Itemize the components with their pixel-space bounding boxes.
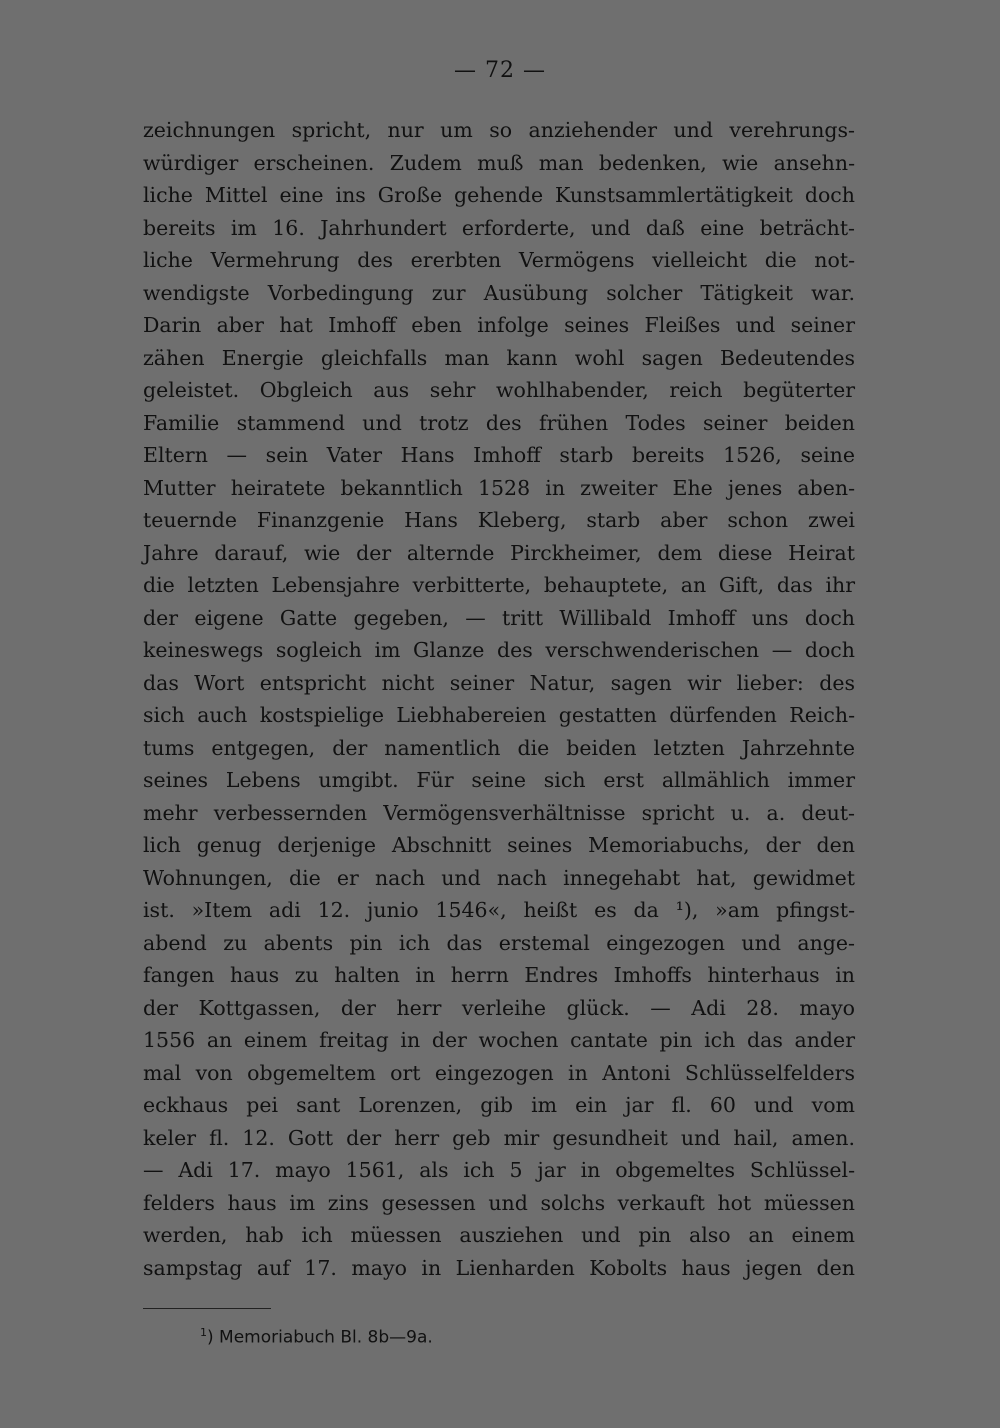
text-line: Wohnungen, die er nach und nach innegehabt hat, gewidmet: [143, 865, 855, 890]
text-line: keineswegs sogleich im Glanze des verschwenderischen — doch: [143, 638, 855, 662]
text-line: abend zu abents pin ich das erstemal eingezogen und ange-: [143, 930, 855, 955]
text-line: seines Lebens umgibt. Für seine sich erst allmählich immer: [143, 768, 855, 792]
text-line: sampstag auf 17. mayo in Lienharden Kobolts haus jegen den: [143, 1255, 855, 1280]
text-line: zähen Energie gleichfalls man kann wohl sagen Bedeutendes: [143, 345, 855, 370]
text-line: keler fl. 12. Gott der herr geb mir gesundheit und hail, amen.: [143, 1125, 855, 1150]
text-line: der eigene Gatte gegeben, — tritt Willibald Imhoff uns doch: [143, 605, 855, 630]
text-line: Eltern — sein Vater Hans Imhoff starb bereits 1526, seine: [143, 443, 855, 467]
text-line: fangen haus zu halten in herrn Endres Imhoffs hinterhaus in: [143, 963, 855, 987]
footnote: [200, 1326, 433, 1348]
footnote-marker: 1: [200, 1326, 207, 1339]
text-line: tums entgegen, der namentlich die beiden letzten Jahrzehnte: [143, 735, 855, 760]
text-line: ist. »Item adi 12. junio 1546«, heißt es da ¹), »am pfingst-: [143, 898, 855, 922]
text-line: — Adi 17. mayo 1561, als ich 5 jar in obgemeltes Schlüssel-: [143, 1158, 855, 1182]
text-line: zeichnungen spricht, nur um so anziehender und verehrungs-: [143, 118, 855, 142]
text-line: wendigste Vorbedingung zur Ausübung solcher Tätigkeit war.: [143, 280, 855, 305]
text-line: lich genug derjenige Abschnitt seines Memoriabuchs, der den: [143, 833, 855, 857]
text-line: liche Mittel eine ins Große gehende Kunstsammlertätigkeit doch: [143, 183, 855, 207]
text-line: sich auch kostspielige Liebhabereien gestatten dürfenden Reich-: [143, 703, 855, 727]
footnote-divider: [143, 1308, 271, 1309]
text-line: geleistet. Obgleich aus sehr wohlhabender, reich begüterter: [143, 378, 855, 402]
text-line: der Kottgassen, der herr verleihe glück. — Adi 28. mayo: [143, 995, 855, 1020]
text-line: felders haus im zins gesessen und solchs verkauft hot müessen: [143, 1190, 855, 1215]
text-line: eckhaus pei sant Lorenzen, gib im ein jar fl. 60 und vom: [143, 1093, 855, 1117]
footnote-text: ) Memoriabuch Bl. 8b—9a.: [207, 1327, 433, 1348]
body-text: [143, 114, 855, 1284]
text-line: würdiger erscheinen. Zudem muß man bedenken, wie ansehn-: [143, 150, 855, 175]
text-line: das Wort entspricht nicht seiner Natur, sagen wir lieber: des: [143, 670, 855, 695]
text-line: teuernde Finanzgenie Hans Kleberg, starb aber schon zwei: [143, 508, 855, 532]
text-line: mehr verbessernden Vermögensverhältnisse spricht u. a. deut-: [143, 800, 855, 825]
text-line: die letzten Lebensjahre verbitterte, behauptete, an Gift, das ihr: [143, 573, 855, 597]
text-line: Familie stammend und trotz des frühen Todes seiner beiden: [143, 410, 855, 435]
text-line: liche Vermehrung des ererbten Vermögens vielleicht die not-: [143, 248, 855, 272]
text-line: mal von obgemeltem ort eingezogen in Antoni Schlüsselfelders: [143, 1060, 855, 1085]
text-line: Jahre darauf, wie der alternde Pirckheimer, dem diese Heirat: [143, 540, 855, 565]
text-line: werden, hab ich müessen ausziehen und pin also an einem: [143, 1223, 855, 1247]
text-line: Mutter heiratete bekanntlich 1528 in zweiter Ehe jenes aben-: [143, 475, 855, 500]
text-line: bereits im 16. Jahrhundert erforderte, und daß eine beträcht-: [143, 215, 855, 240]
text-line: Darin aber hat Imhoff eben infolge seines Fleißes und seiner: [143, 313, 855, 337]
page-number: — 72 —: [454, 58, 546, 83]
text-line: 1556 an einem freitag in der wochen cantate pin ich das ander: [143, 1028, 855, 1052]
